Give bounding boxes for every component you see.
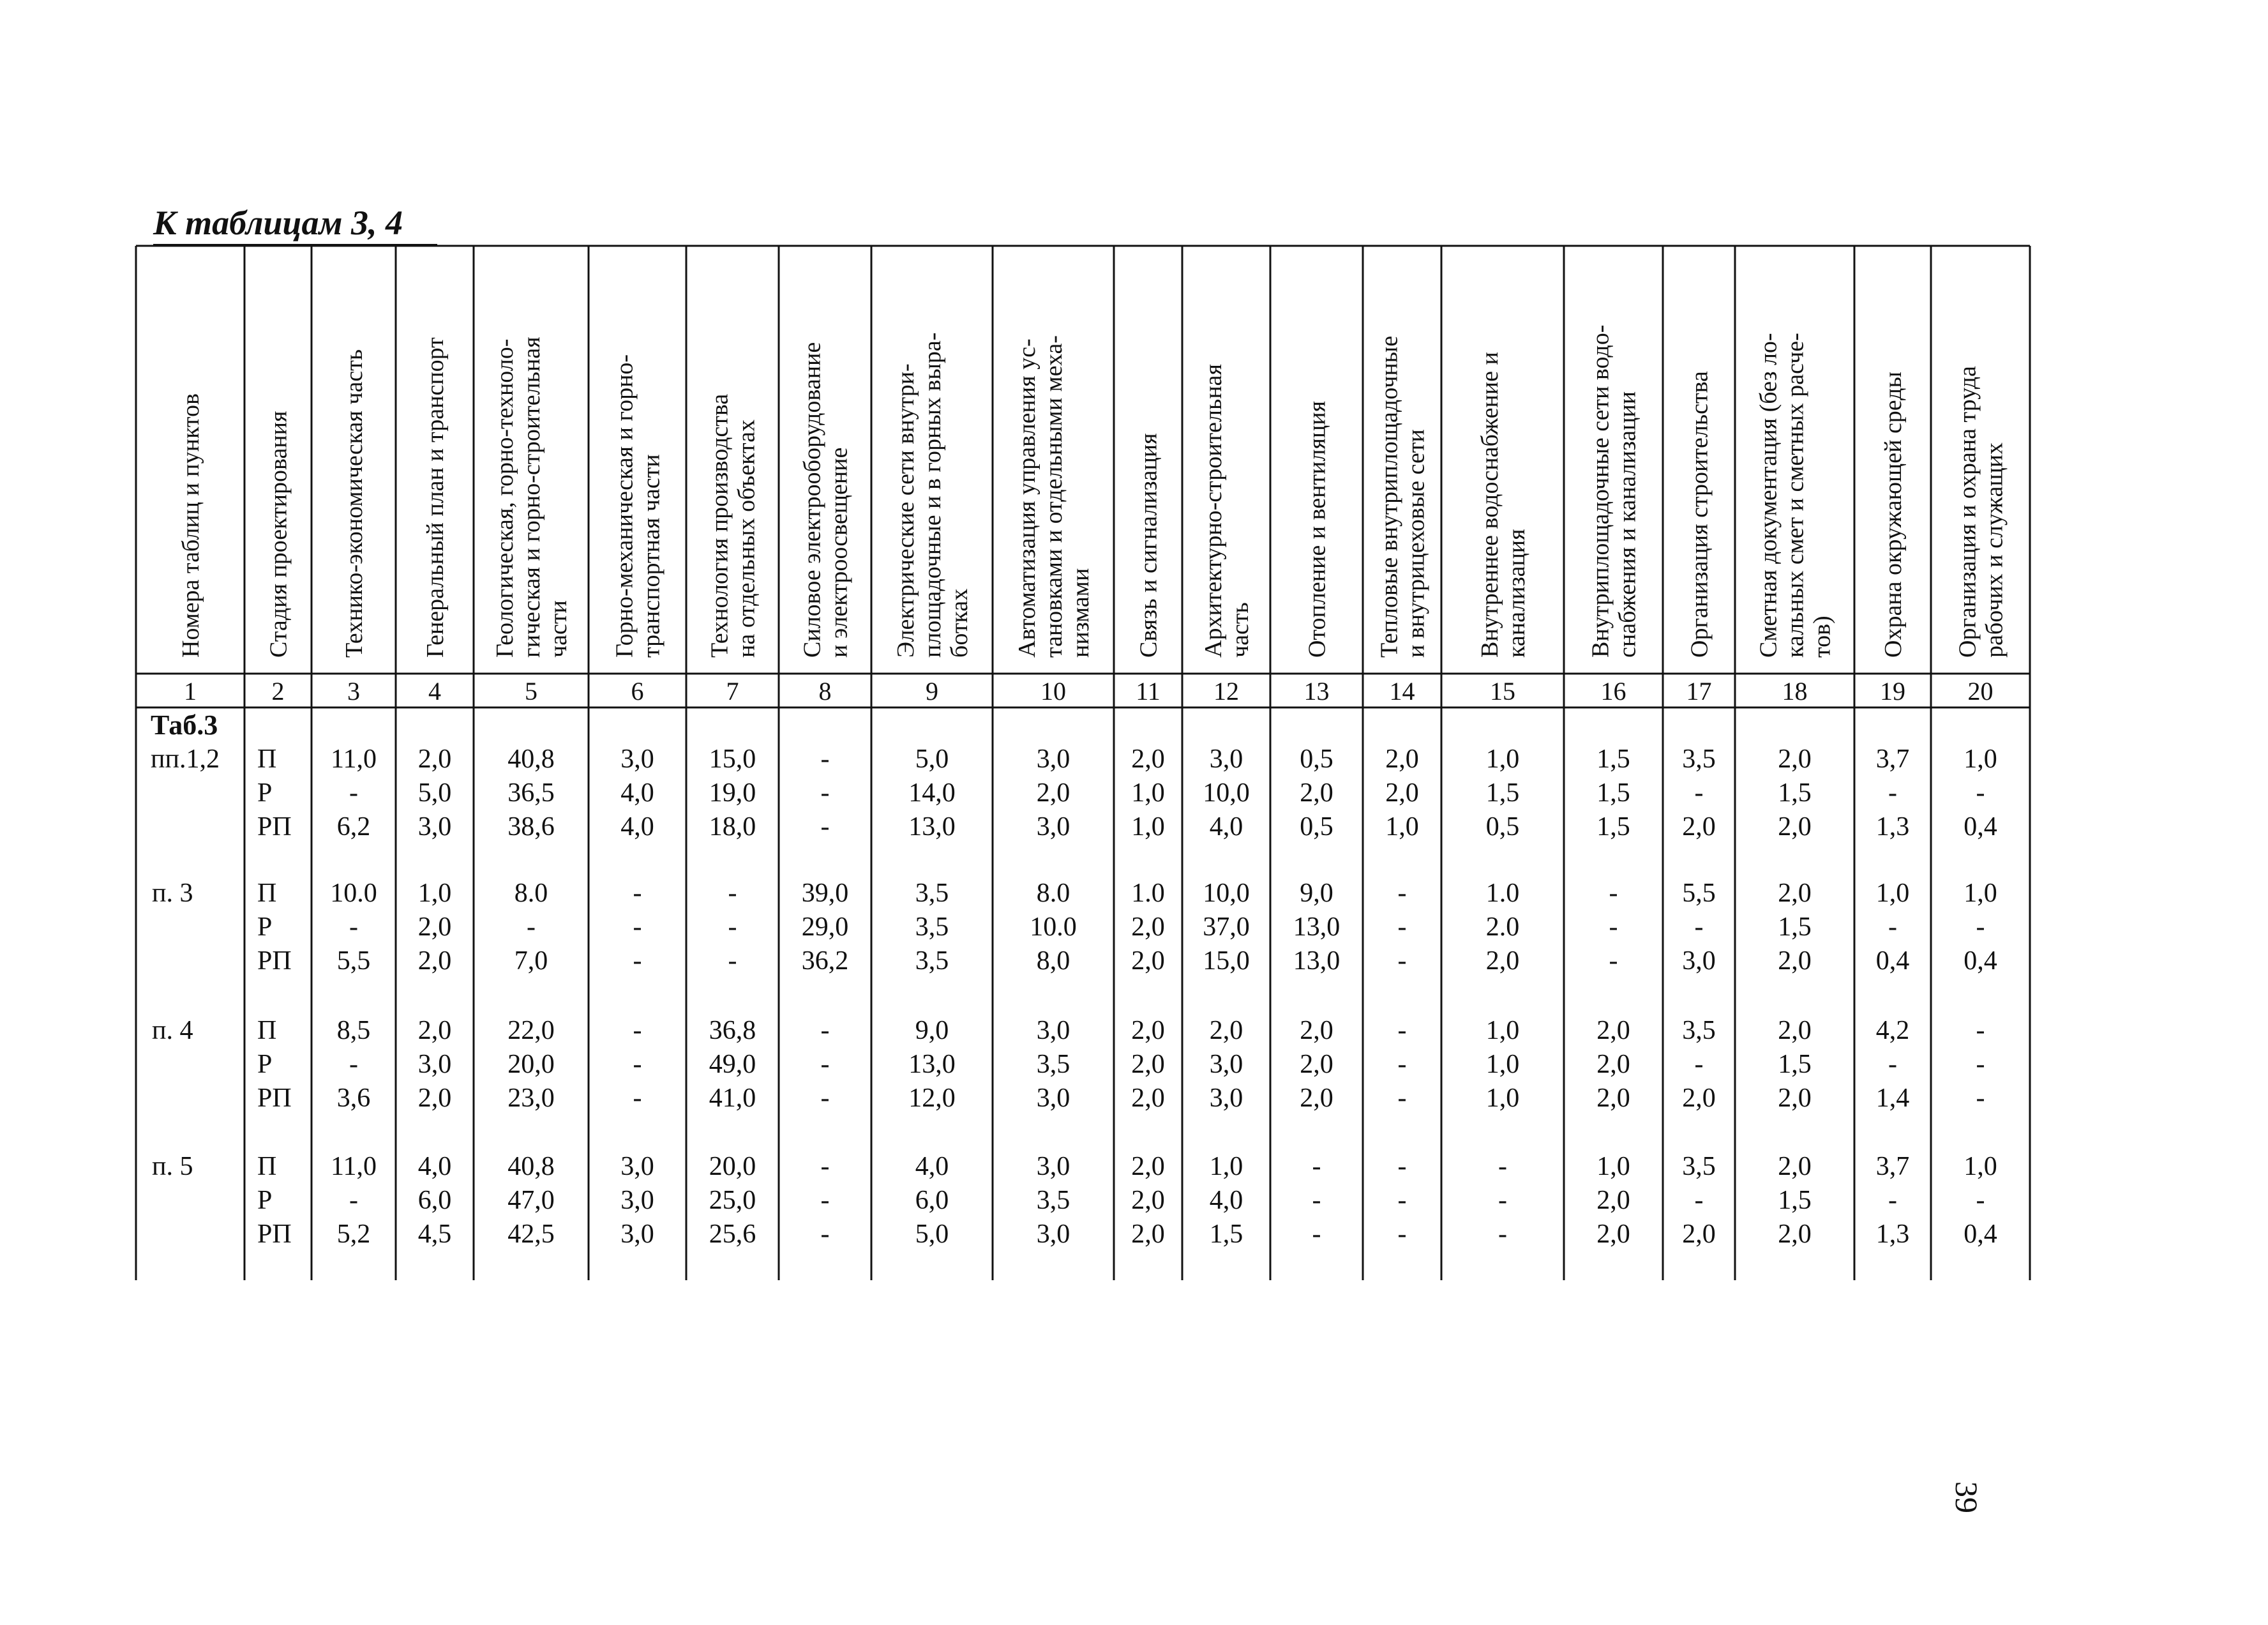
value-cell: 0,4 <box>1964 946 1997 976</box>
value-cell: - <box>349 1050 358 1079</box>
value-cell: 2,0 <box>1131 1220 1165 1249</box>
column-number: 3 <box>347 677 360 706</box>
column-header-line: Охрана окружающей среды <box>1880 371 1907 658</box>
value-cell: 15,0 <box>1203 946 1250 976</box>
value-cell: - <box>820 1050 830 1079</box>
value-cell: 4,0 <box>620 812 654 842</box>
value-cell: - <box>633 1084 642 1113</box>
column-header-line: часть <box>1227 602 1254 658</box>
value-cell: 2,0 <box>417 912 452 942</box>
value-cell: 10,0 <box>1203 778 1250 808</box>
value-cell: 10.0 <box>1030 912 1077 942</box>
column-header-line: гическая и горно-строительная <box>518 336 545 658</box>
column-header-line: на отдельных объектах <box>733 419 760 658</box>
value-cell: - <box>820 778 830 808</box>
column-header-line: низмами <box>1067 568 1094 658</box>
value-cell: 3,5 <box>915 946 949 976</box>
value-cell: 11,0 <box>331 744 377 774</box>
value-cell: 1,0 <box>1485 1084 1520 1113</box>
value-cell: - <box>1888 1186 1897 1215</box>
value-cell: 2,0 <box>1385 744 1419 774</box>
value-cell: 2,0 <box>1209 1016 1243 1045</box>
column-header-line: рабочих и служащих <box>1981 442 2008 658</box>
value-cell: 39,0 <box>801 879 849 908</box>
value-cell: - <box>1976 1084 1985 1113</box>
value-cell: 3,0 <box>1036 1220 1070 1249</box>
column-header-line: тановками и отдельными меха- <box>1040 335 1067 658</box>
value-cell: - <box>527 912 536 942</box>
column-header-line: Номера таблиц и пунктов <box>177 393 204 658</box>
value-cell: 0,5 <box>1485 812 1520 842</box>
value-cell: - <box>1976 912 1985 942</box>
column-number: 13 <box>1303 677 1330 706</box>
column-header-line: Технология производства <box>706 393 733 658</box>
column-header-line: кальных смет и сметных расче- <box>1782 333 1809 658</box>
column-header-line: Геологическая, горно-техноло- <box>492 338 518 658</box>
value-cell: - <box>820 812 830 842</box>
value-cell: 3,0 <box>620 744 654 774</box>
value-cell: 2,0 <box>1778 946 1812 976</box>
value-cell: 2,0 <box>1131 1152 1165 1181</box>
value-cell: 19,0 <box>709 778 756 808</box>
value-cell: 2,0 <box>1778 1152 1812 1181</box>
value-cell: 5,2 <box>336 1220 371 1249</box>
value-cell: 4,0 <box>417 1152 452 1181</box>
value-cell: - <box>349 778 358 808</box>
value-cell: 6,0 <box>417 1186 452 1215</box>
value-cell: 1,5 <box>1778 1050 1812 1079</box>
value-cell: 8,5 <box>336 1016 371 1045</box>
column-header-line: ботках <box>946 588 973 658</box>
value-cell: 15,0 <box>709 744 756 774</box>
value-cell: - <box>1976 1050 1985 1079</box>
value-cell: - <box>1888 778 1897 808</box>
column-header-line: снабжения и канализации <box>1614 391 1641 658</box>
column-header-line: Отопление и вентиляция <box>1303 400 1331 658</box>
value-cell: - <box>1498 1220 1507 1249</box>
value-cell: 3,0 <box>620 1186 654 1215</box>
value-cell: 9,0 <box>1300 879 1333 908</box>
value-cell: - <box>1609 912 1618 942</box>
value-cell: 3,5 <box>1682 1016 1716 1045</box>
value-cell: 2,0 <box>1131 1016 1165 1045</box>
value-cell: 14,0 <box>908 778 956 808</box>
value-cell: 2,0 <box>1131 1050 1165 1079</box>
column-header-line: Горно-механическая и горно- <box>611 354 638 658</box>
value-cell: - <box>1397 1186 1407 1215</box>
value-cell: 4,0 <box>1209 812 1243 842</box>
value-cell: 1.0 <box>1131 879 1165 908</box>
value-cell: - <box>1397 1084 1407 1113</box>
stage-cell: П <box>257 1016 277 1045</box>
column-number: 5 <box>525 677 537 706</box>
value-cell: 5,0 <box>915 744 949 774</box>
column-number: 10 <box>1040 677 1066 706</box>
value-cell: 5,5 <box>336 946 371 976</box>
value-cell: - <box>1976 1016 1985 1045</box>
stage-cell: РП <box>257 1220 292 1249</box>
value-cell: 1,5 <box>1596 812 1630 842</box>
value-cell: 5,0 <box>417 778 452 808</box>
column-header-line: транспортная части <box>638 454 665 658</box>
column-number: 1 <box>184 677 197 706</box>
value-cell: 22,0 <box>507 1016 555 1045</box>
value-cell: 3,0 <box>1209 1084 1243 1113</box>
value-cell: 1,0 <box>1875 879 1910 908</box>
value-cell: - <box>1888 912 1897 942</box>
value-cell: 1,0 <box>1964 744 1997 774</box>
value-cell: 2,0 <box>1036 778 1070 808</box>
column-header-line: Архитектурно-строительная <box>1200 363 1227 658</box>
column-header-line: Автоматизация управления ус- <box>1014 338 1040 658</box>
value-cell: 1,0 <box>1964 879 1997 908</box>
value-cell: 3,7 <box>1875 744 1910 774</box>
value-cell: 3,7 <box>1875 1152 1910 1181</box>
value-cell: 1,5 <box>1209 1220 1243 1249</box>
stage-cell: Р <box>257 1186 273 1215</box>
value-cell: 49,0 <box>709 1050 756 1079</box>
value-cell: 3,5 <box>915 879 949 908</box>
column-number: 6 <box>631 677 644 706</box>
value-cell: 6,0 <box>915 1186 949 1215</box>
value-cell: 40,8 <box>507 744 555 774</box>
value-cell: - <box>820 1016 830 1045</box>
stage-cell: П <box>257 1152 277 1181</box>
value-cell: 41,0 <box>709 1084 756 1113</box>
group-label: п. 5 <box>152 1152 193 1181</box>
value-cell: 2,0 <box>1485 946 1520 976</box>
column-header-line: Связь и сигнализация <box>1135 433 1162 658</box>
value-cell: 2,0 <box>1596 1186 1630 1215</box>
value-cell: - <box>1312 1152 1321 1181</box>
value-cell: 4,0 <box>1209 1186 1243 1215</box>
value-cell: 2,0 <box>1300 1050 1333 1079</box>
value-cell: 3,0 <box>1036 1084 1070 1113</box>
value-cell: 3,6 <box>336 1084 371 1113</box>
column-header-line: Организация и охрана труда <box>1954 366 1981 658</box>
value-cell: 40,8 <box>507 1152 555 1181</box>
column-number: 2 <box>271 677 285 706</box>
value-cell: 2,0 <box>1385 778 1419 808</box>
group-label-bold: Таб.3 <box>151 709 218 741</box>
column-number-row <box>184 677 1994 706</box>
value-cell: 1,0 <box>1485 744 1520 774</box>
column-header-line: Силовое электрооборудование <box>799 342 826 658</box>
value-cell: - <box>1498 1186 1507 1215</box>
value-cell: 10.0 <box>330 879 377 908</box>
column-number: 20 <box>1967 677 1994 706</box>
value-cell: 4,0 <box>620 778 654 808</box>
page-number: 39 <box>1949 1481 1985 1513</box>
value-cell: 13,0 <box>908 1050 956 1079</box>
value-cell: - <box>1609 879 1618 908</box>
column-header-line: и электроосвещение <box>825 447 853 658</box>
value-cell: 2,0 <box>1596 1050 1630 1079</box>
value-cell: 2,0 <box>1131 912 1165 942</box>
value-cell: 6,2 <box>336 812 371 842</box>
column-header-line: тов) <box>1808 616 1836 658</box>
value-cell: 3,0 <box>417 1050 452 1079</box>
value-cell: 3,0 <box>1036 744 1070 774</box>
column-header-line: Тепловые внутриплощадочные <box>1376 335 1403 658</box>
stage-cell: РП <box>257 946 292 976</box>
value-cell: - <box>820 1186 830 1215</box>
value-cell: 2,0 <box>1596 1220 1630 1249</box>
value-cell: 11,0 <box>331 1152 377 1181</box>
value-cell: - <box>1694 1186 1704 1215</box>
table-header-row <box>177 325 2008 658</box>
column-header-line: Электрические сети внутри- <box>892 363 919 658</box>
column-number: 8 <box>818 677 832 706</box>
value-cell: 38,6 <box>507 812 555 842</box>
value-cell: 0,4 <box>1875 946 1910 976</box>
value-cell: 1,5 <box>1596 778 1630 808</box>
value-cell: 3,5 <box>1682 744 1716 774</box>
stage-cell: Р <box>257 1050 273 1079</box>
value-cell: 0,4 <box>1964 1220 1997 1249</box>
value-cell: - <box>1397 1016 1407 1045</box>
value-cell: 1,5 <box>1778 1186 1812 1215</box>
value-cell: 4,5 <box>417 1220 452 1249</box>
value-cell: 3,5 <box>915 912 949 942</box>
column-header-line: Сметная документация (без ло- <box>1755 333 1782 658</box>
column-header-line: Внутреннее водоснабжение и <box>1476 352 1503 658</box>
stage-cell: П <box>257 744 277 774</box>
value-cell: 2,0 <box>1131 1084 1165 1113</box>
column-number: 15 <box>1490 677 1515 706</box>
value-cell: 2,0 <box>417 1084 452 1113</box>
value-cell: 2,0 <box>1300 1016 1333 1045</box>
value-cell: 2,0 <box>1682 812 1716 842</box>
value-cell: - <box>1312 1220 1321 1249</box>
page-title: К таблицам 3, 4 <box>153 204 403 242</box>
value-cell: - <box>633 1016 642 1045</box>
value-cell: 20,0 <box>709 1152 756 1181</box>
value-cell: - <box>820 744 830 774</box>
value-cell: - <box>1976 778 1985 808</box>
value-cell: 3,0 <box>1209 744 1243 774</box>
value-cell: 2,0 <box>1778 879 1812 908</box>
value-cell: 3,0 <box>1036 812 1070 842</box>
value-cell: 18,0 <box>709 812 756 842</box>
column-number: 18 <box>1782 677 1808 706</box>
value-cell: 1,4 <box>1875 1084 1910 1113</box>
value-cell: - <box>1888 1050 1897 1079</box>
value-cell: - <box>633 1050 642 1079</box>
value-cell: - <box>820 1084 830 1113</box>
column-number: 16 <box>1600 677 1626 706</box>
column-number: 17 <box>1686 677 1712 706</box>
value-cell: 1,0 <box>1385 812 1419 842</box>
column-number: 19 <box>1880 677 1905 706</box>
value-cell: 2,0 <box>417 1016 452 1045</box>
value-cell: 2,0 <box>1131 744 1165 774</box>
column-header-line: площадочные и в горных выра- <box>919 332 946 658</box>
column-number: 12 <box>1213 677 1239 706</box>
value-cell: 13,0 <box>908 812 956 842</box>
column-header-line: Генеральный план и транспорт <box>422 337 449 658</box>
value-cell: 3,0 <box>620 1220 654 1249</box>
value-cell: 8.0 <box>1036 879 1070 908</box>
value-cell: 3,5 <box>1036 1186 1070 1215</box>
value-cell: - <box>1312 1186 1321 1215</box>
value-cell: 2,0 <box>1131 946 1165 976</box>
column-header-line: Технико-экономическая часть <box>341 349 368 658</box>
value-cell: 2,0 <box>417 946 452 976</box>
column-number: 7 <box>726 677 739 706</box>
value-cell: 1.0 <box>1485 879 1520 908</box>
value-cell: 36,8 <box>709 1016 756 1045</box>
value-cell: 4,0 <box>915 1152 949 1181</box>
column-header-line: части <box>545 600 572 658</box>
group-label: п. 3 <box>152 879 193 908</box>
stage-cell: П <box>257 879 277 908</box>
value-cell: 2,0 <box>417 744 452 774</box>
stage-cell: Р <box>257 778 273 808</box>
stage-cell: РП <box>257 1084 292 1113</box>
value-cell: 1,5 <box>1778 778 1812 808</box>
value-cell: 13,0 <box>1293 912 1341 942</box>
value-cell: - <box>1609 946 1618 976</box>
value-cell: 37,0 <box>1203 912 1250 942</box>
value-cell: 5,0 <box>915 1220 949 1249</box>
value-cell: - <box>633 912 642 942</box>
value-cell: 2,0 <box>1682 1220 1716 1249</box>
value-cell: 3,0 <box>1036 1152 1070 1181</box>
value-cell: 2,0 <box>1778 744 1812 774</box>
value-cell: 1,0 <box>1131 812 1165 842</box>
column-header-line: Организация строительства <box>1686 371 1713 658</box>
value-cell: 1,3 <box>1875 1220 1910 1249</box>
value-cell: 3,5 <box>1036 1050 1070 1079</box>
value-cell: - <box>728 912 737 942</box>
value-cell: 2,0 <box>1300 1084 1333 1113</box>
value-cell: 1,0 <box>1209 1152 1243 1181</box>
stage-cell: Р <box>257 912 273 942</box>
value-cell: - <box>1397 1152 1407 1181</box>
value-cell: 25,6 <box>709 1220 756 1249</box>
value-cell: 13,0 <box>1293 946 1341 976</box>
column-number: 11 <box>1136 677 1160 706</box>
value-cell: 2,0 <box>1778 1016 1812 1045</box>
table-body <box>151 709 1997 1249</box>
value-cell: 8,0 <box>1036 946 1070 976</box>
value-cell: - <box>1694 778 1704 808</box>
column-number: 14 <box>1389 677 1415 706</box>
value-cell: 3,0 <box>1036 1016 1070 1045</box>
value-cell: - <box>633 879 642 908</box>
column-header-line: канализация <box>1503 529 1530 658</box>
value-cell: 4,2 <box>1875 1016 1910 1045</box>
value-cell: 2,0 <box>1596 1084 1630 1113</box>
value-cell: - <box>1397 879 1407 908</box>
value-cell: 1,0 <box>1596 1152 1630 1181</box>
column-header-line: и внутрицеховые сети <box>1402 429 1430 658</box>
value-cell: 2,0 <box>1300 778 1333 808</box>
value-cell: - <box>1976 1186 1985 1215</box>
value-cell: 42,5 <box>507 1220 555 1249</box>
value-cell: 36,5 <box>507 778 555 808</box>
value-cell: 1,0 <box>1964 1152 1997 1181</box>
value-cell: 2,0 <box>1682 1084 1716 1113</box>
value-cell: 1,0 <box>1485 1050 1520 1079</box>
value-cell: - <box>1498 1152 1507 1181</box>
value-cell: - <box>1397 912 1407 942</box>
value-cell: 8.0 <box>514 879 548 908</box>
value-cell: - <box>820 1152 830 1181</box>
value-cell: 2.0 <box>1485 912 1520 942</box>
value-cell: - <box>728 946 737 976</box>
value-cell: 2,0 <box>1596 1016 1630 1045</box>
value-cell: 23,0 <box>507 1084 555 1113</box>
group-label: пп.1,2 <box>151 744 220 774</box>
value-cell: 1,5 <box>1485 778 1520 808</box>
value-cell: 0,5 <box>1300 744 1333 774</box>
value-cell: 3,0 <box>1209 1050 1243 1079</box>
value-cell: 7,0 <box>514 946 548 976</box>
value-cell: - <box>820 1220 830 1249</box>
value-cell: 0,4 <box>1964 812 1997 842</box>
value-cell: 1,0 <box>417 879 452 908</box>
column-number: 4 <box>428 677 441 706</box>
stage-cell: РП <box>257 812 292 842</box>
value-cell: - <box>1694 1050 1704 1079</box>
value-cell: 2,0 <box>1131 1186 1165 1215</box>
value-cell: 3,0 <box>620 1152 654 1181</box>
value-cell: 5,5 <box>1682 879 1716 908</box>
value-cell: 1,5 <box>1778 912 1812 942</box>
value-cell: 2,0 <box>1778 1220 1812 1249</box>
value-cell: 25,0 <box>709 1186 756 1215</box>
value-cell: 9,0 <box>915 1016 949 1045</box>
value-cell: - <box>349 912 358 942</box>
value-cell: 10,0 <box>1203 879 1250 908</box>
column-header-line: Стадия проектирования <box>265 411 292 658</box>
value-cell: 29,0 <box>801 912 849 942</box>
value-cell: 3,0 <box>1682 946 1716 976</box>
value-cell: 0,5 <box>1300 812 1333 842</box>
value-cell: 2,0 <box>1778 812 1812 842</box>
group-label: п. 4 <box>152 1016 193 1045</box>
value-cell: 1,3 <box>1875 812 1910 842</box>
value-cell: - <box>1694 912 1704 942</box>
value-cell: - <box>349 1186 358 1215</box>
value-cell: - <box>1397 1050 1407 1079</box>
value-cell: - <box>728 879 737 908</box>
value-cell: 2,0 <box>1778 1084 1812 1113</box>
value-cell: 47,0 <box>507 1186 555 1215</box>
value-cell: - <box>1397 1220 1407 1249</box>
value-cell: 3,5 <box>1682 1152 1716 1181</box>
value-cell: 1,0 <box>1485 1016 1520 1045</box>
value-cell: 12,0 <box>908 1084 956 1113</box>
value-cell: 1,0 <box>1131 778 1165 808</box>
value-cell: 36,2 <box>801 946 849 976</box>
value-cell: 20,0 <box>507 1050 555 1079</box>
value-cell: 3,0 <box>417 812 452 842</box>
value-cell: - <box>633 946 642 976</box>
value-cell: - <box>1397 946 1407 976</box>
column-number: 9 <box>926 677 938 706</box>
value-cell: 1,5 <box>1596 744 1630 774</box>
column-header-line: Внутриплощадочные сети водо- <box>1587 324 1614 658</box>
